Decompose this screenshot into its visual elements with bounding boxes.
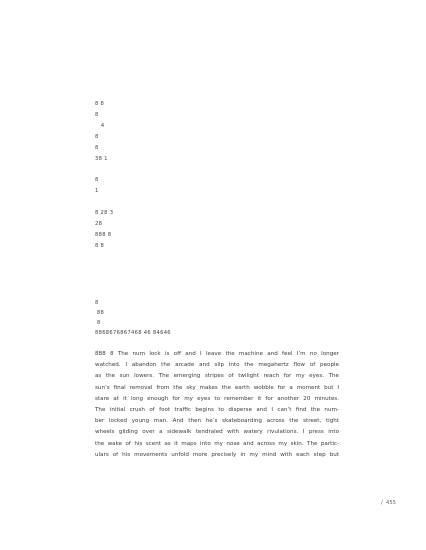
fragment-line: 8 bbox=[95, 320, 101, 326]
fragment-line: 888 8 bbox=[95, 231, 112, 238]
fragment-line: 8 bbox=[95, 111, 99, 118]
fragment-line: 1 bbox=[95, 188, 99, 195]
paragraph-line: ber locked young man. And then he’s skateboarding across the street, tight bbox=[95, 418, 339, 425]
fragment-line: 8 bbox=[95, 144, 99, 151]
body-paragraph bbox=[95, 349, 339, 461]
fragment-line: 8 28 3 bbox=[95, 210, 114, 216]
fragment-line: 38 1 bbox=[95, 155, 108, 162]
paragraph-line: the wake of his scent as it maps into my nose and across my skin. The partic- bbox=[95, 440, 339, 447]
paragraph-line: ulars of his movements unfold more precisely in my mind with each step but bbox=[95, 451, 339, 458]
fragment-line: 8 bbox=[95, 133, 99, 140]
fragment-line: 4 bbox=[95, 122, 105, 129]
fragment-line: 88 bbox=[95, 310, 105, 316]
paragraph-line: watched. I abandon the arcade and slip into the megahertz flow of people bbox=[95, 362, 339, 369]
fragment-line: 8 bbox=[95, 177, 99, 184]
paragraph-line: as the sun lowers. The emerging stripes of twilight reach for my eyes. The bbox=[95, 373, 339, 380]
paragraph-line: stare at it long enough for my eyes to remember it for another 20 minutes. bbox=[95, 395, 339, 402]
fragment-line: 8 bbox=[95, 300, 99, 306]
fragment-line: 8868676867468 46 84646 bbox=[95, 330, 171, 336]
page-number: / 455 bbox=[381, 500, 396, 506]
paragraph-line: sun’s final removal from the sky makes the earth wobble for a moment but I bbox=[95, 384, 339, 391]
paragraph-line: wheels gliding over a sidewalk tendraled with watery rivulations. I press into bbox=[95, 429, 339, 436]
paragraph-line: The initial crush of foot traffic begins to disperse and I can’t find the num- bbox=[95, 406, 339, 413]
paragraph-line: 888 8 The num lock is off and I leave the machine and feel I’m no longer bbox=[95, 351, 339, 357]
fragment-line: 28 bbox=[95, 220, 103, 227]
fragment-line: 8 8 bbox=[95, 242, 105, 249]
fragment-line: 8 8 bbox=[95, 101, 105, 107]
